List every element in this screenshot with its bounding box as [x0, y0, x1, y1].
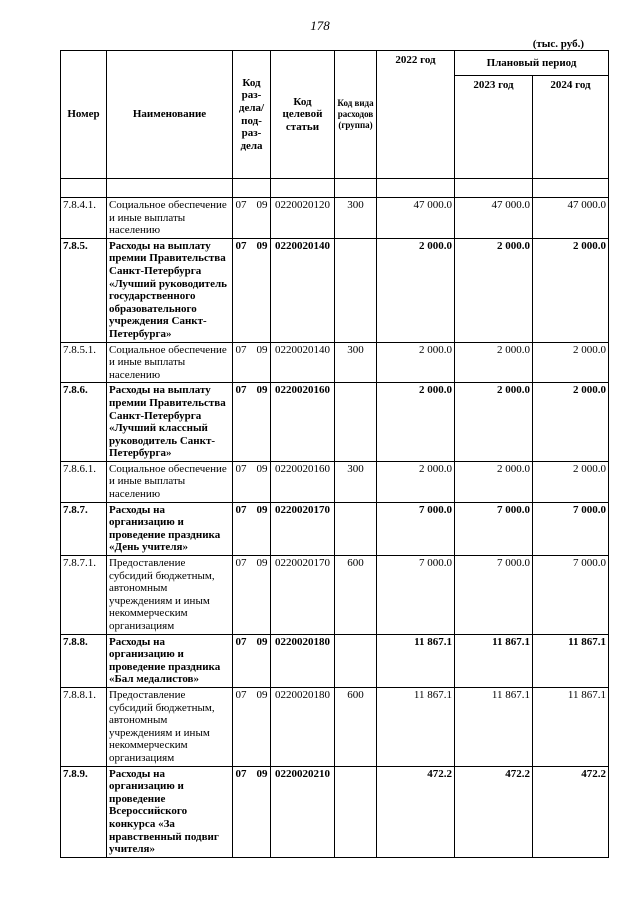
page-number: 178 — [310, 18, 330, 33]
row-number: 7.8.4.1. — [61, 198, 107, 239]
row-section — [233, 238, 271, 342]
row-number: 7.8.6.1. — [61, 461, 107, 502]
row-number: 7.8.7.1. — [61, 556, 107, 635]
row-2024: 47 000.0 — [533, 198, 609, 239]
row-section-code: 07 — [235, 384, 247, 397]
header-planning-period: Плановый период — [455, 51, 609, 76]
row-target: 0220020160 — [271, 461, 335, 502]
header-number: Номер — [61, 51, 107, 179]
row-2022: 2 000.0 — [377, 238, 455, 342]
row-target: 0220020210 — [271, 766, 335, 857]
row-section — [233, 198, 271, 239]
row-subsection-code: 09 — [256, 557, 268, 570]
row-2024: 472.2 — [533, 766, 609, 857]
row-section-code: 07 — [235, 557, 247, 570]
row-2023: 2 000.0 — [455, 342, 533, 383]
row-2024: 2 000.0 — [533, 238, 609, 342]
row-section-code: 07 — [235, 635, 247, 648]
row-target: 0220020160 — [271, 383, 335, 462]
header-section: Код раз-дела/ под-раз-дела — [233, 51, 271, 179]
row-subsection-code: 09 — [256, 384, 268, 397]
row-2024: 7 000.0 — [533, 502, 609, 555]
row-subsection-code: 09 — [256, 635, 268, 648]
row-2023: 2 000.0 — [455, 383, 533, 462]
row-section-code: 07 — [235, 767, 247, 780]
row-subsection-code: 09 — [256, 462, 268, 475]
table-body — [61, 198, 609, 858]
row-expense-type — [335, 383, 377, 462]
table-row — [61, 766, 609, 857]
row-expense-type — [335, 634, 377, 687]
row-target: 0220020140 — [271, 238, 335, 342]
row-number: 7.8.5.1. — [61, 342, 107, 383]
units-label: (тыс. руб.) — [532, 38, 584, 50]
table-row — [61, 238, 609, 342]
row-2022: 47 000.0 — [377, 198, 455, 239]
row-2023: 47 000.0 — [455, 198, 533, 239]
row-expense-type — [335, 238, 377, 342]
table-row — [61, 556, 609, 635]
row-section — [233, 556, 271, 635]
row-section — [233, 687, 271, 766]
header-2022: 2022 год — [377, 51, 455, 179]
row-section — [233, 383, 271, 462]
budget-table — [60, 50, 609, 858]
row-target: 0220020120 — [271, 198, 335, 239]
row-subsection-code: 09 — [256, 343, 268, 356]
table-row — [61, 687, 609, 766]
row-2022: 2 000.0 — [377, 342, 455, 383]
row-expense-type: 600 — [335, 556, 377, 635]
row-section — [233, 461, 271, 502]
row-section — [233, 342, 271, 383]
row-2023: 7 000.0 — [455, 502, 533, 555]
row-expense-type: 600 — [335, 687, 377, 766]
row-2022: 2 000.0 — [377, 461, 455, 502]
row-2022: 11 867.1 — [377, 634, 455, 687]
row-subsection-code: 09 — [256, 503, 268, 516]
row-2024: 7 000.0 — [533, 556, 609, 635]
header-target: Код целевой статьи — [271, 51, 335, 179]
row-target: 0220020180 — [271, 687, 335, 766]
row-name: Социальное обеспечение и иные выплаты населению — [107, 461, 233, 502]
row-name: Расходы на организацию и проведение праздника «День учителя» — [107, 502, 233, 555]
row-section — [233, 634, 271, 687]
row-name: Предоставление субсидий бюджетным, автономным учреждениям и иным некоммерческим организациям — [107, 687, 233, 766]
row-number: 7.8.5. — [61, 238, 107, 342]
row-2024: 2 000.0 — [533, 461, 609, 502]
row-2022: 11 867.1 — [377, 687, 455, 766]
header-spacer-row — [61, 179, 609, 198]
header-name: Наименование — [107, 51, 233, 179]
row-2023: 2 000.0 — [455, 461, 533, 502]
row-2024: 11 867.1 — [533, 687, 609, 766]
row-section-code: 07 — [235, 462, 247, 475]
row-2022: 7 000.0 — [377, 502, 455, 555]
row-name: Предоставление субсидий бюджетным, автономным учреждениям и иным некоммерческим организациям — [107, 556, 233, 635]
row-subsection-code: 09 — [256, 767, 268, 780]
row-2023: 472.2 — [455, 766, 533, 857]
row-section — [233, 766, 271, 857]
row-subsection-code: 09 — [256, 688, 268, 701]
row-section-code: 07 — [235, 343, 247, 356]
row-number: 7.8.8. — [61, 634, 107, 687]
row-number: 7.8.9. — [61, 766, 107, 857]
row-name: Расходы на организацию и проведение Всероссийского конкурса «За нравственный подвиг учителя» — [107, 766, 233, 857]
table-row — [61, 342, 609, 383]
row-target: 0220020180 — [271, 634, 335, 687]
row-expense-type: 300 — [335, 198, 377, 239]
row-name: Социальное обеспечение и иные выплаты населению — [107, 198, 233, 239]
row-2024: 2 000.0 — [533, 342, 609, 383]
header-2024: 2024 год — [533, 76, 609, 179]
table-row — [61, 634, 609, 687]
header-2023: 2023 год — [455, 76, 533, 179]
row-name: Расходы на выплату премии Правительства Санкт-Петербурга «Лучший руководитель государственного образовательного учреждения Санкт-Петербурга» — [107, 238, 233, 342]
row-section-code: 07 — [235, 239, 247, 252]
row-number: 7.8.7. — [61, 502, 107, 555]
row-name: Социальное обеспечение и иные выплаты населению — [107, 342, 233, 383]
row-name: Расходы на организацию и проведение праздника «Бал медалистов» — [107, 634, 233, 687]
row-2024: 11 867.1 — [533, 634, 609, 687]
row-expense-type: 300 — [335, 461, 377, 502]
row-expense-type — [335, 502, 377, 555]
row-section-code: 07 — [235, 199, 247, 211]
row-2022: 2 000.0 — [377, 383, 455, 462]
row-2022: 472.2 — [377, 766, 455, 857]
row-name: Расходы на выплату премии Правительства Санкт-Петербурга «Лучший классный руководитель Санкт-Петербурга» — [107, 383, 233, 462]
row-number: 7.8.6. — [61, 383, 107, 462]
table-row — [61, 198, 609, 239]
row-target: 0220020170 — [271, 556, 335, 635]
row-2023: 7 000.0 — [455, 556, 533, 635]
table-row — [61, 502, 609, 555]
row-2023: 2 000.0 — [455, 238, 533, 342]
row-expense-type: 300 — [335, 342, 377, 383]
header-expense-type: Код вида расходов (группа) — [335, 51, 377, 179]
row-number: 7.8.8.1. — [61, 687, 107, 766]
row-section-code: 07 — [235, 688, 247, 701]
row-2022: 7 000.0 — [377, 556, 455, 635]
row-expense-type — [335, 766, 377, 857]
row-2023: 11 867.1 — [455, 634, 533, 687]
table-row — [61, 383, 609, 462]
row-2023: 11 867.1 — [455, 687, 533, 766]
table-row — [61, 461, 609, 502]
row-section-code: 07 — [235, 503, 247, 516]
row-subsection-code: 09 — [256, 239, 268, 252]
row-target: 0220020170 — [271, 502, 335, 555]
row-subsection-code: 09 — [256, 199, 268, 211]
row-2024: 2 000.0 — [533, 383, 609, 462]
row-target: 0220020140 — [271, 342, 335, 383]
row-section — [233, 502, 271, 555]
